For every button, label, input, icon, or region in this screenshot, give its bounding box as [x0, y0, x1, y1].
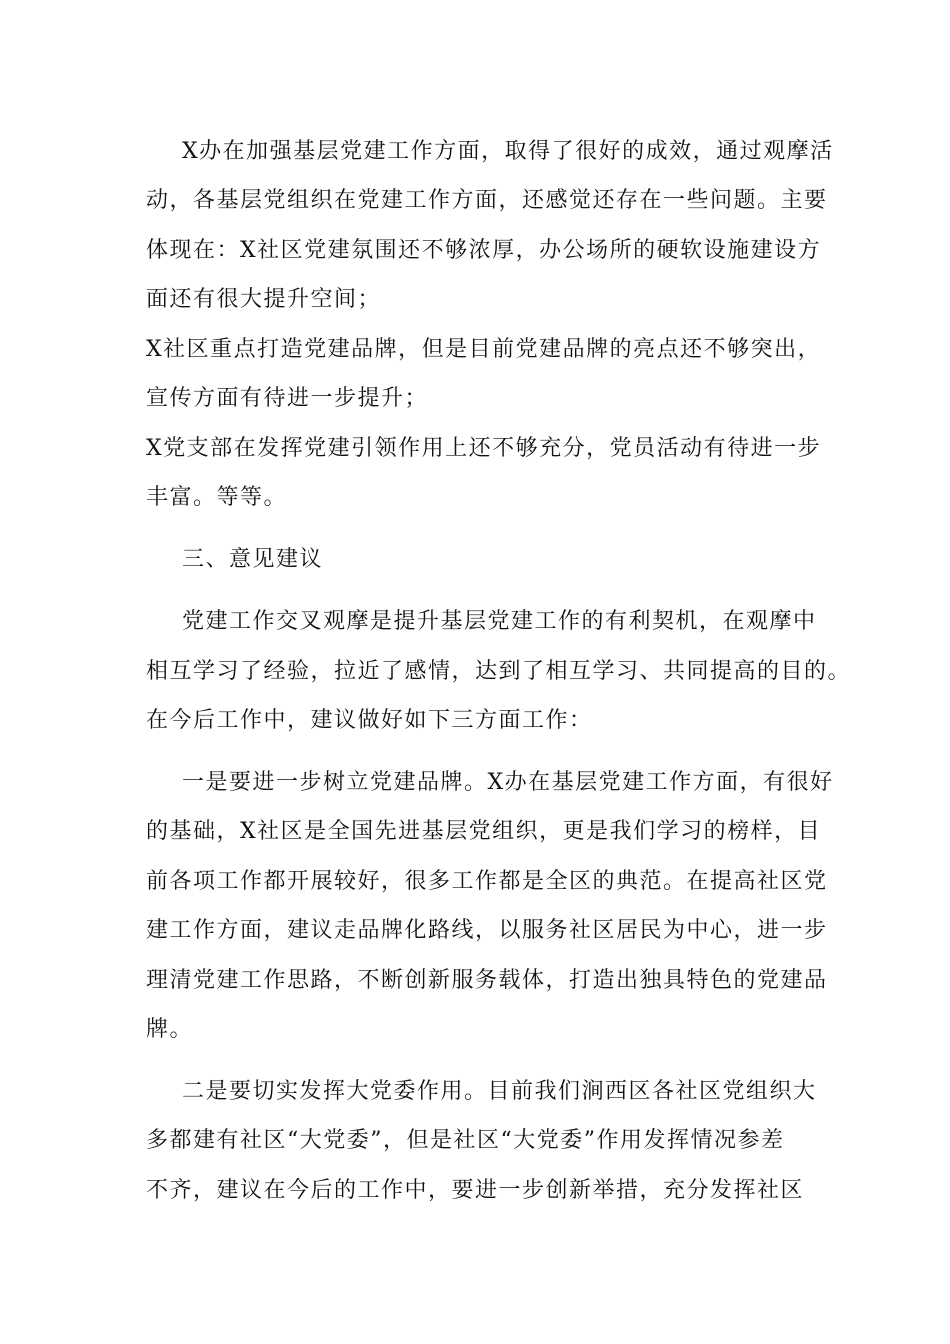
paragraph-line: X党支部在发挥党建引领作用上还不够充分，党员活动有待进一步	[146, 436, 822, 461]
paragraph-line: 多都建有社区“大党委”，但是社区“大党委”作用发挥情况参差	[146, 1128, 785, 1153]
paragraph-line: 理清党建工作思路，不断创新服务载体，打造出独具特色的党建品	[146, 968, 828, 993]
paragraph-line: 宣传方面有待进一步提升；	[146, 386, 429, 411]
paragraph-line: X社区重点打造党建品牌，但是目前党建品牌的亮点还不够突出，	[146, 337, 822, 362]
paragraph-line: 前各项工作都开展较好，很多工作都是全区的典范。在提高社区党	[146, 869, 828, 894]
paragraph-line: 建工作方面，建议走品牌化路线，以服务社区居民为中心，进一步	[146, 918, 828, 943]
paragraph-line: 在今后工作中，建议做好如下三方面工作：	[146, 708, 593, 733]
section-heading: 三、意见建议	[182, 547, 324, 572]
paragraph-line: 的基础，X社区是全国先进基层党组织，更是我们学习的榜样，目	[146, 819, 822, 844]
paragraph-line: 相互学习了经验，拉近了感情，达到了相互学习、共同提高的目的。	[146, 659, 852, 684]
paragraph-line: 体现在：X社区党建氛围还不够浓厚，办公场所的硬软设施建设方	[146, 238, 822, 263]
paragraph-line: 二是要切实发挥大党委作用。目前我们涧西区各社区党组织大	[182, 1079, 817, 1104]
paragraph-line: 党建工作交叉观摩是提升基层党建工作的有利契机，在观摩中	[182, 609, 817, 634]
paragraph-line: 丰富。等等。	[146, 485, 288, 510]
paragraph-line: 面还有很大提升空间；	[146, 287, 382, 312]
paragraph-line: 一是要进一步树立党建品牌。X办在基层党建工作方面，有很好	[182, 770, 834, 795]
paragraph-line: 牌。	[146, 1017, 194, 1042]
paragraph-line: 动，各基层党组织在党建工作方面，还感觉还存在一些问题。主要	[146, 188, 828, 213]
paragraph-line: X办在加强基层党建工作方面，取得了很好的成效，通过观摩活	[182, 139, 834, 164]
paragraph-line: 不齐，建议在今后的工作中，要进一步创新举措，充分发挥社区	[146, 1178, 805, 1203]
